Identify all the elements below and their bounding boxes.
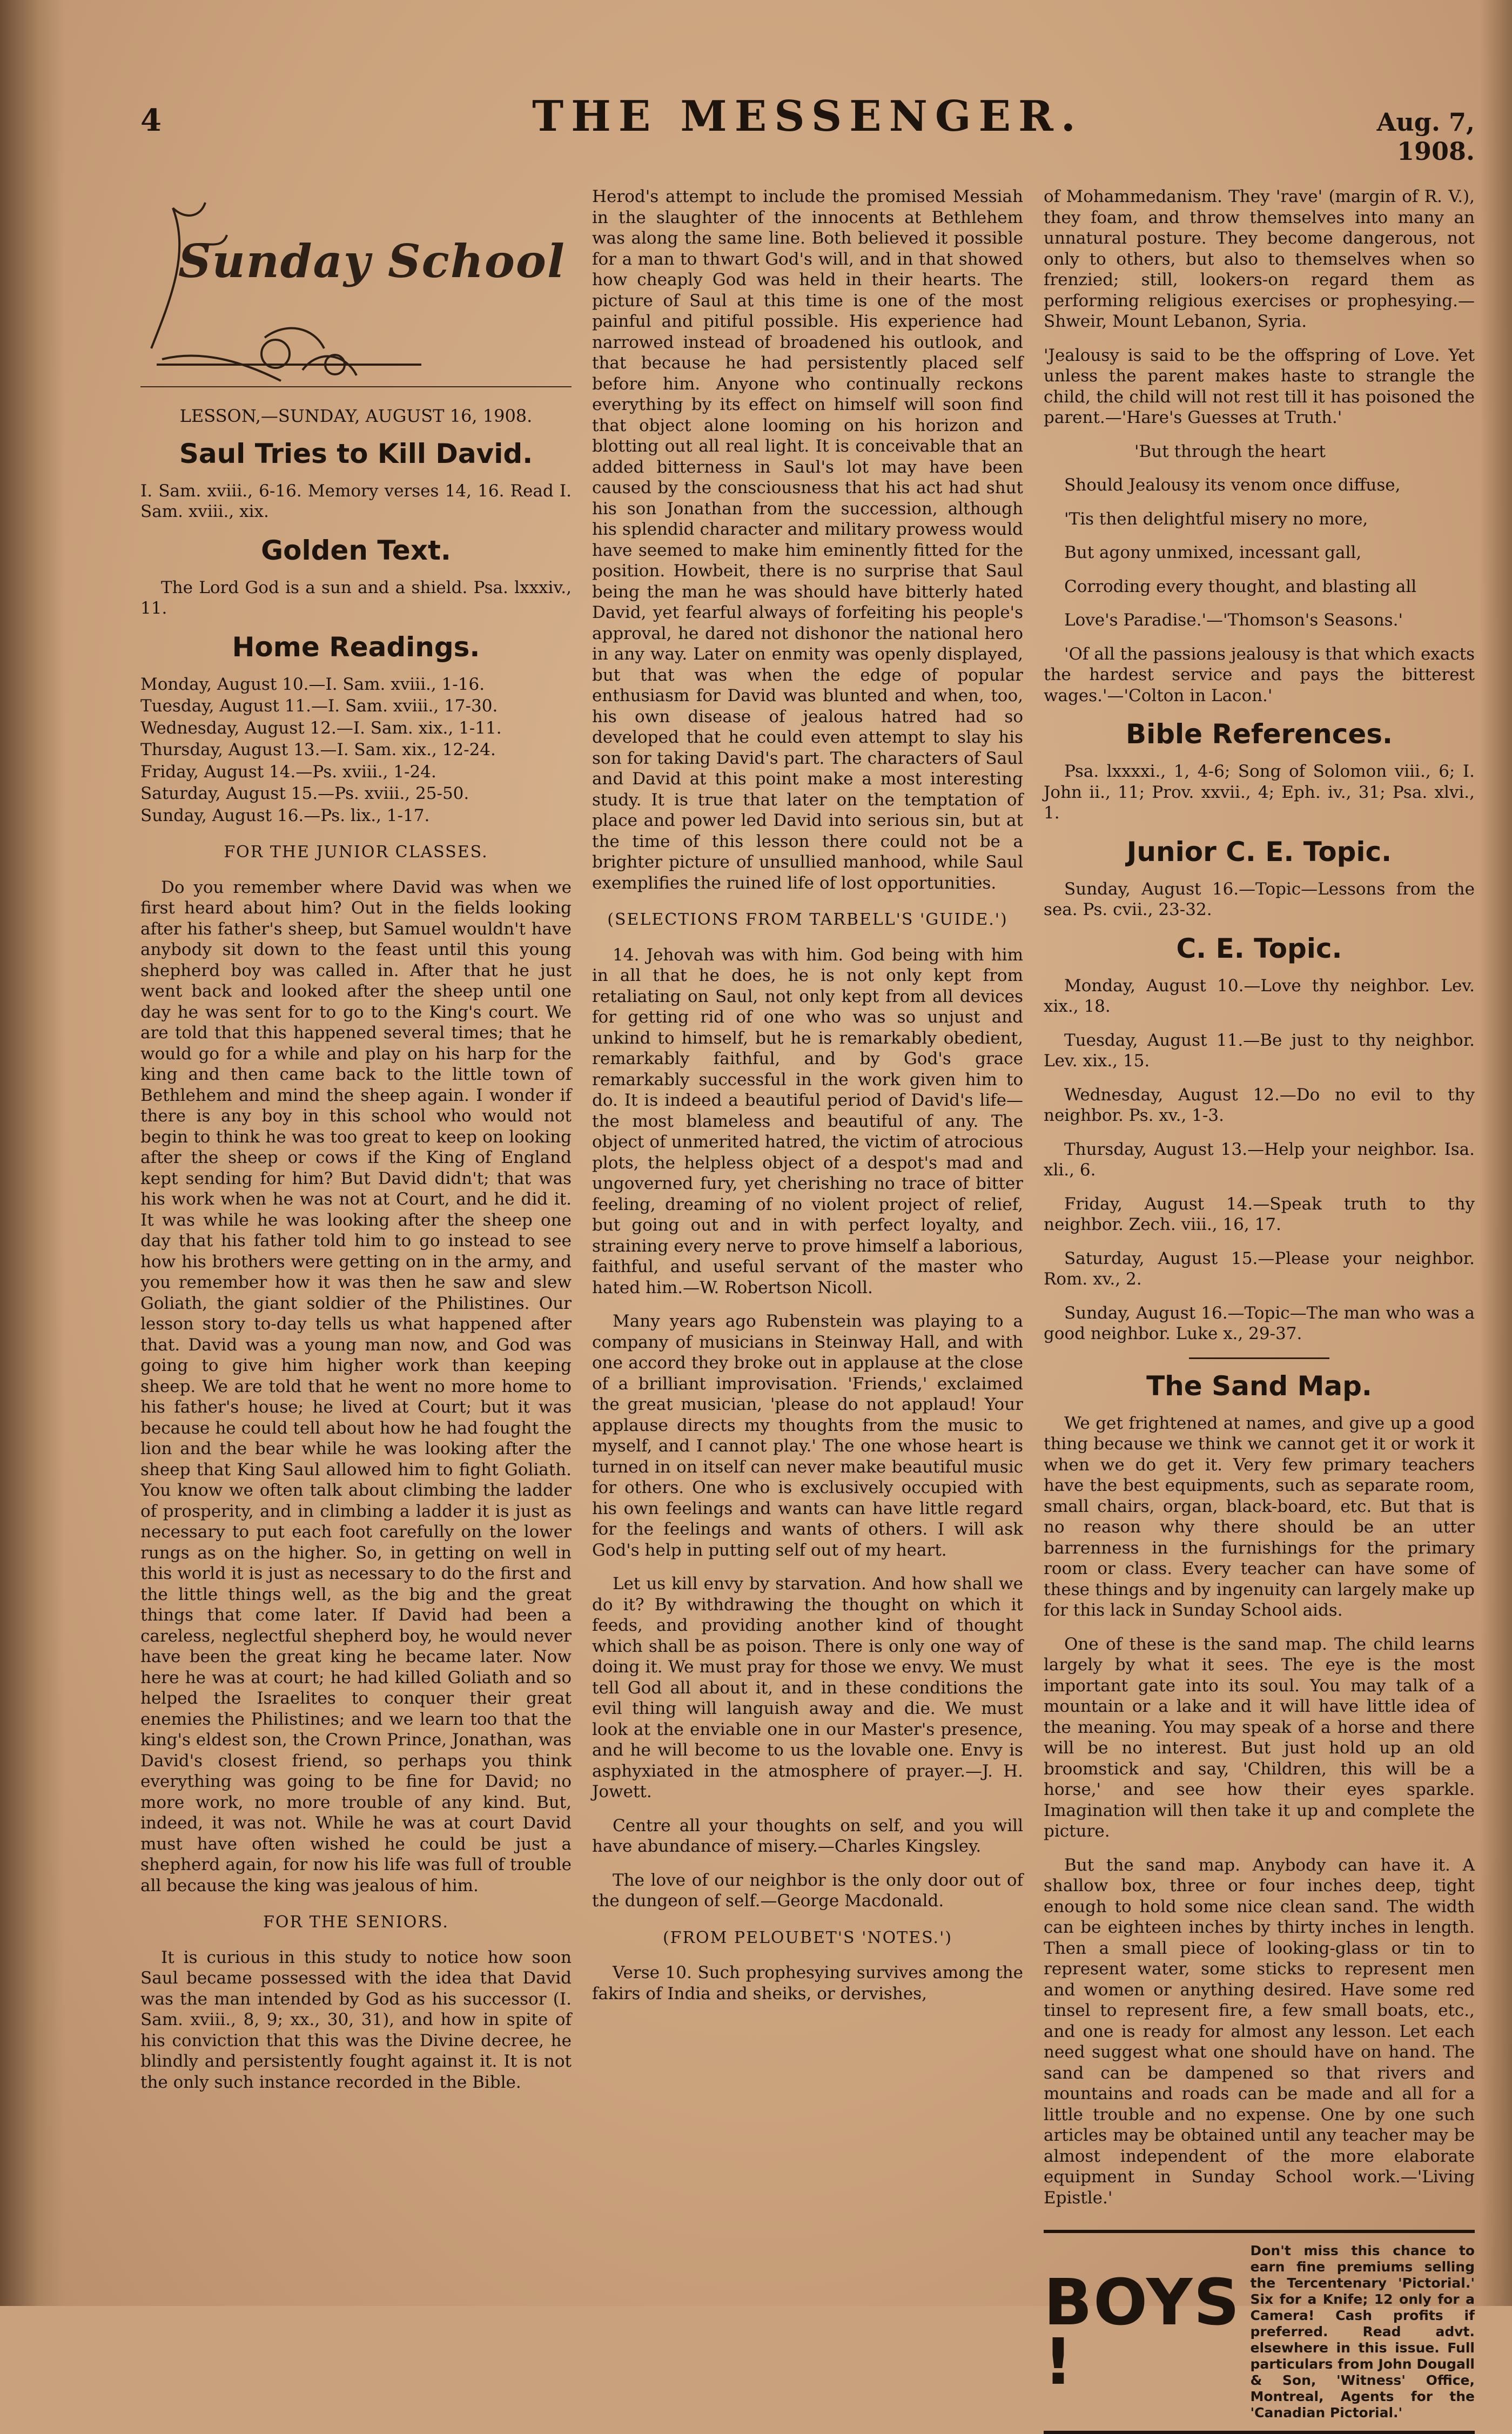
article-paragraph: Verse 10. Such prophesying survives among the fakirs of India and sheiks, or dervishes, xyxy=(592,1963,1023,2003)
ce-topic-heading: C. E. Topic. xyxy=(1176,932,1342,964)
poem-block xyxy=(1044,441,1475,631)
masthead: THE MESSENGER. xyxy=(532,92,1083,141)
lesson-line: LESSON,—SUNDAY, AUGUST 16, 1908. xyxy=(179,406,533,426)
seniors-heading: FOR THE SENIORS. xyxy=(263,1913,449,1932)
bible-references-heading: Bible References. xyxy=(1125,718,1393,750)
ce-topic-item: Monday, August 10.—Love thy neighbor. Lev. xix., 18. xyxy=(1044,976,1475,1016)
poem-line: 'But through the heart xyxy=(1134,441,1326,461)
ce-topic-item: Thursday, August 13.—Help your neighbor. Isa. xli., 6. xyxy=(1044,1139,1475,1180)
peloubet-heading: (FROM PELOUBET'S 'NOTES.') xyxy=(662,1928,953,1947)
sand-map-heading: The Sand Map. xyxy=(1146,1370,1372,1402)
golden-text: The Lord God is a sun and a shield. Psa. lxxxiv., 11. xyxy=(140,577,572,618)
poem-line: Love's Paradise.'—'Thomson's Seasons.' xyxy=(1064,610,1403,630)
lesson-reference: I. Sam. xviii., 6-16. Memory verses 14, 16. Read I. Sam. xviii., xix. xyxy=(140,481,572,521)
junior-ce-topic-text: Sunday, August 16.—Topic—Lessons from the sea. Ps. cvii., 23-32. xyxy=(1044,879,1475,919)
ce-topic-item: Sunday, August 16.—Topic—The man who was a good neighbor. Luke x., 29-37. xyxy=(1044,1303,1475,1343)
poem-line: Corroding every thought, and blasting all xyxy=(1064,576,1417,596)
poem-line: But agony unmixed, incessant gall, xyxy=(1064,543,1362,562)
issue-date: Aug. 7, 1908. xyxy=(1376,107,1475,166)
article-paragraph: The love of our neighbor is the only door out of the dungeon of self.—George Macdonald. xyxy=(592,1870,1023,1911)
columns xyxy=(140,186,1475,2434)
golden-text-heading: Golden Text. xyxy=(261,534,451,566)
ce-topic-item: Friday, August 14.—Speak truth to thy neighbor. Zech. viii., 16, 17. xyxy=(1044,1194,1475,1234)
article-paragraph: Herod's attempt to include the promised Messiah in the slaughter of the innocents at Bethlehem was along the same line. Both believed it possible for a man to thwart God's will, and in that showed how cheaply God was held in their hearts. The picture of Saul at this time is one of the most painful and pitiful possible. His experience had narrowed instead of broadened his outlook, and that because he had persistently placed self before him. Anyone who continually reckons everything by its effect on himself will soon find that object alone looming on his horizon and blotting out all real light. It is conceivable that an added bitterness in Saul's lot may have been caused by the consciousness that his act had shut his son Jonathan from the succession, although his splendid character and military prowess would have seemed to make him eminently fitted for the position. Howbeit, there is no surprise that Saul being the man he was should have bitterly hated David, yet fearful always of forfeiting his people's approval, he dared not dishonor the national hero in any way. Later on enmity was openly displayed, but that was when the edge of popular enthusiasm for David was blunted and when, too, his own disease of jealous hatred had so developed that he could even attempt to slay his son for taking David's part. The characters of Saul and David at this point make a most interesting study. It is true that later on the temptation of place and power led David into serious sin, but at the time of this lesson there could not be a brighter picture of unsullied manhood, while Saul exemplifies the ruined life of lost opportunities. xyxy=(592,187,1023,893)
page-shadow-right xyxy=(1480,0,1512,2306)
home-readings-list xyxy=(140,674,572,826)
article-paragraph: of Mohammedanism. They 'rave' (margin of R. V.), they foam, and throw themselves into many an unnatural posture. They become dangerous, not only to others, but also to themselves when so frenzied; still, lookers-on regard them as performing religious exercises or prophesying.—Shweir, Mount Lebanon, Syria. xyxy=(1044,187,1475,331)
sand-map-paragraph: One of these is the sand map. The child learns largely by what it sees. The eye is the most important gate into its soul. You may talk of a mountain or a lake and it will have little idea of the meaning. You may speak of a horse and there will be no interest. But just hold up an old broomstick and say, 'Children, this will be a horse,' and see how their eyes sparkle. Imagination will then take it up and complete the picture. xyxy=(1044,1634,1475,1841)
column-3 xyxy=(1044,186,1475,2434)
tarbell-heading: (SELECTIONS FROM TARBELL'S 'GUIDE.') xyxy=(607,910,1008,929)
ce-topic-item: Tuesday, August 11.—Be just to thy neighbor. Lev. xix., 15. xyxy=(1044,1030,1475,1071)
poem-line: 'Tis then delightful misery no more, xyxy=(1064,509,1368,529)
section-divider xyxy=(1189,1357,1329,1359)
column-2 xyxy=(592,186,1023,2434)
reading-item: Saturday, August 15.—Ps. xviii., 25-50. xyxy=(140,784,469,803)
article-paragraph: 'Jealousy is said to be the offspring of Love. Yet unless the parent makes haste to strangle the child, the child will not rest till it has poisoned the parent.—'Hare's Guesses at Truth.' xyxy=(1044,345,1475,427)
article-paragraph: 14. Jehovah was with him. God being with him in all that he does, he is not only kept from retaliating on Saul, not only kept from all devices for getting rid of one who was so unjust and unkind to himself, but he is remarkably obedient, remarkably faithful, and by God's grace remarkably successful in the work given him to do. It is indeed a beautiful period of David's life—the most blameless and beautiful of any. The object of unmerited hatred, the victim of atrocious plots, the helpless object of a despot's mad and ungoverned fury, yet cherishing no trace of bitter feeling, dreaming of no violent project of relief, but going out and in with perfect loyalty, and straining every nerve to prove himself a laborious, faithful, and useful servant of the master who hated him.—W. Robertson Nicoll. xyxy=(592,945,1023,1297)
reading-item: Friday, August 14.—Ps. xviii., 1-24. xyxy=(140,762,436,782)
bible-references-text: Psa. lxxxxi., 1, 4-6; Song of Solomon viii., 6; I. John ii., 11; Prov. xxvii., 4; Eph. iv., 31; Psa. xlvi., 1. xyxy=(1044,762,1475,823)
junior-classes-heading: FOR THE JUNIOR CLASSES. xyxy=(224,843,488,862)
reading-item: Wednesday, August 12.—I. Sam. xix., 1-11. xyxy=(140,718,502,738)
reading-item: Thursday, August 13.—I. Sam. xix., 12-24. xyxy=(140,740,496,759)
article-paragraph: Many years ago Rubenstein was playing to a company of musicians in Steinway Hall, and with one accord they broke out in applause at the close of a brilliant improvisation. 'Friends,' exclaimed the great musician, 'please do not applaud! Your applause directs my thoughts from the music to myself, and I cannot play.' The one whose heart is turned in on itself can never make beautiful music for others. One who is exclusively occupied with his own feelings and wants can have little regard for the feelings and wants of others. I will ask God's help in putting self out of my heart. xyxy=(592,1312,1023,1560)
article-paragraph: Let us kill envy by starvation. And how shall we do it? By withdrawing the thought on which it feeds, and providing another kind of thought which shall be as poison. There is only one way of doing it. We must pray for those we envy. We must tell God all about it, and in these conditions the evil thing will languish away and die. We must look at the enviable one in our Master's presence, and he will become to us the lovable one. Envy is asphyxiated in the atmosphere of prayer.—J. H. Jowett. xyxy=(592,1574,1023,1801)
sand-map-paragraph: We get frightened at names, and give up a good thing because we think we cannot get it or work it when we do get it. Very few primary teachers have the best equipments, such as separate room, small chairs, organ, black-board, etc. But that is no reason why there should be an utter barrenness in the furnishings for the primary room or class. Every teacher can have some of these things and by ingenuity can largely make up for this lack in Sunday School aids. xyxy=(1044,1413,1475,1620)
junior-ce-topic-heading: Junior C. E. Topic. xyxy=(1126,836,1392,868)
seniors-text: It is curious in this study to notice how soon Saul became possessed with the idea that David was the man intended by God as his successor (I. Sam. xviii., 8, 9; xx., 30, 31), and how in spite of his conviction that this was the Divine decree, he blindly and persistently fought against it. It is not the only such instance recorded in the Bible. xyxy=(140,1947,572,2092)
ad-text: Don't miss this chance to earn fine premiums selling the Tercentenary 'Pictorial.' Six for a Knife; 12 only for a Camera! Cash profits if preferred. Read advt. elsewhere in this issue. Full particulars from John Dougall & Son, 'Witness' Office, Montreal, Agents for the 'Canadian Pictorial.' xyxy=(1250,2243,1475,2420)
sunday-school-title: Sunday School xyxy=(178,234,566,288)
page-number: 4 xyxy=(140,103,162,138)
article-paragraph: 'Of all the passions jealousy is that which exacts the hardest service and pays the bitterest wages.'—'Colton in Lacon.' xyxy=(1044,644,1475,705)
home-readings-heading: Home Readings. xyxy=(232,631,480,663)
junior-classes-text: Do you remember where David was when we first heard about him? Out in the fields looking after his father's sheep, but Samuel wouldn't have anybody sit down to the feast until this young shepherd boy was called in. After that he just went back and looked after the sheep until one day he was sent for to go to the King's court. We are told that this happened several times; that he would go for a while and play on his harp for the king and then came back to the little town of Bethlehem and mind the sheep again. I wonder if there is any boy in this school who would not begin to think he was too great to keep on looking after the sheep or cows if the King of England kept sending for him? But David didn't; that was his work when he was not at Court, and he did it. It was while he was looking after the sheep one day that his father told him to go instead to see how his brothers were getting on in the army, and you remember how it was then he saw and slew Goliath, the giant soldier of the Philistines. Our lesson story to-day tells us what happened after that. David was a young man now, and God was going to give him higher work than keeping sheep. We are told that he went no more home to his father's house; he lived at Court; but it was because he could tell about how he had fought the lion and the bear while he was looking after the sheep that King Saul allowed him to fight Goliath. You know we often talk about climbing the ladder of prosperity, and in climbing a ladder it is just as necessary to put each foot carefully on the lower rungs as on the higher. So, in getting on well in this world it is just as necessary to do the first and the little things well, as the big and the great things that come later. If David had been a careless, neglectful shepherd boy, he would never have been the great king he became later. Now here he was at court; he had killed Goliath and so helped the Israelites to conquer their great enemies the Philistines; and we learn too that the king's eldest son, the Crown Prince, Jonathan, was David's closest friend, so perhaps you think everything was going to be fine for David; no more work, no more trouble of any kind. But, indeed, it was not. While he was at court David must have often wished he could be just a shepherd again, for now his life was full of trouble all because the king was jealous of him. xyxy=(140,877,572,1895)
sand-map-paragraph: But the sand map. Anybody can have it. A shallow box, three or four inches deep, tight enough to hold some nice clean sand. The width can be eighteen inches by thirty inches in length. Then a small piece of looking-glass or tin to represent water, some sticks to represent men and women or anything desired. Have some red tinsel to represent fire, a few small boats, etc., and one is ready for almost any lesson. Let each need suggest what one should have on hand. The sand can be dampened so that rivers and mountains and roads can be made and all for a little trouble and no expense. One by one such articles may be obtained until any teacher may be almost independent of the more elaborate equipment in Sunday School work.—'Living Epistle.' xyxy=(1044,1855,1475,2208)
page-shadow-left xyxy=(0,0,65,2306)
reading-item: Tuesday, August 11.—I. Sam. xviii., 17-30. xyxy=(140,696,498,716)
article-paragraph: Centre all your thoughts on self, and you will have abundance of misery.—Charles Kingsley. xyxy=(592,1816,1023,1856)
page-header xyxy=(140,92,1475,166)
boys-advertisement xyxy=(1044,2230,1475,2434)
poem-line: Should Jealousy its venom once diffuse, xyxy=(1064,475,1401,495)
lesson-title: Saul Tries to Kill David. xyxy=(179,438,533,469)
sunday-school-banner xyxy=(140,186,572,387)
ce-topic-item: Saturday, August 15.—Please your neighbor. Rom. xv., 2. xyxy=(1044,1248,1475,1289)
column-1 xyxy=(140,186,572,2434)
reading-item: Monday, August 10.—I. Sam. xviii., 1-16. xyxy=(140,674,485,694)
ce-topic-item: Wednesday, August 12.—Do no evil to thy neighbor. Ps. xv., 1-3. xyxy=(1044,1085,1475,1125)
reading-item: Sunday, August 16.—Ps. lix., 1-17. xyxy=(140,805,430,825)
ce-topic-list xyxy=(1044,976,1475,1344)
ad-headline: BOYS ! xyxy=(1044,2265,1241,2399)
